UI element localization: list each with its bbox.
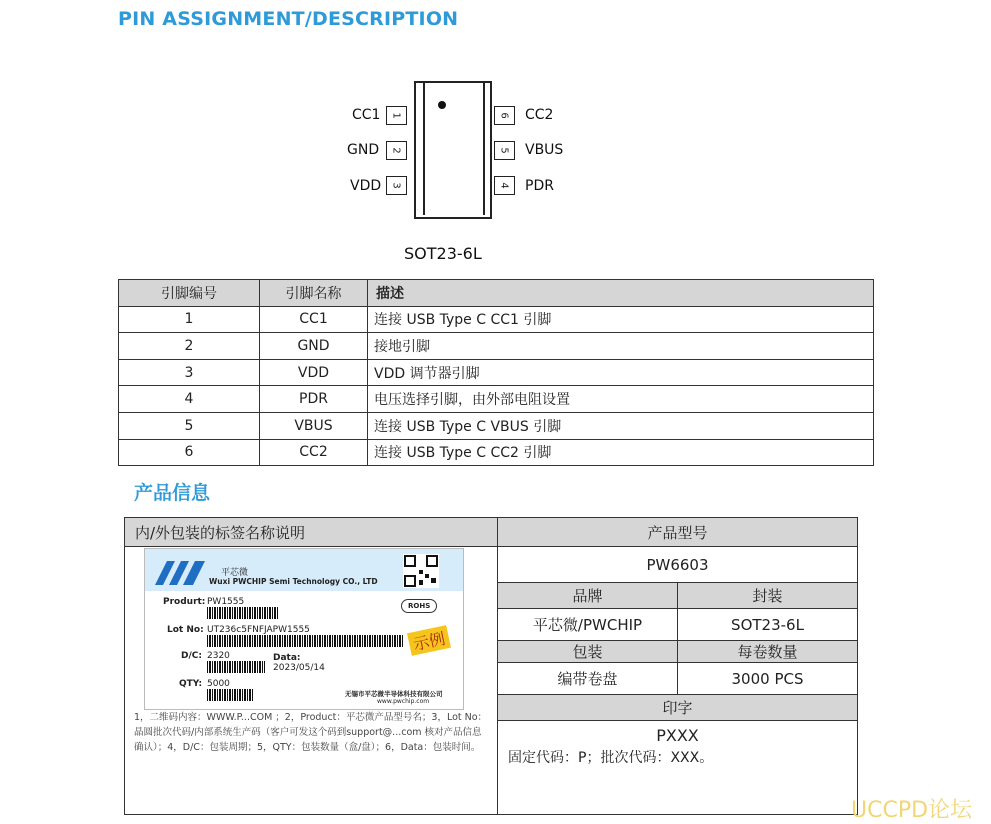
pin-box-6: [494, 106, 515, 125]
pin-box-1: [386, 106, 407, 125]
pin-label-cc2: CC2: [525, 107, 554, 123]
package-header: 封装: [677, 582, 858, 609]
table-row: [119, 306, 874, 333]
pin-number-cell: 2: [119, 333, 260, 360]
label-company: Wuxi PWCHIP Semi Technology CO., LTD: [209, 577, 378, 586]
pin-name-cell: CC1: [260, 306, 368, 333]
marking-header: 印字: [497, 694, 858, 721]
packing-header: 包装: [497, 640, 678, 663]
package-caption: SOT23-6L: [404, 244, 482, 263]
label-qty-val: 5000: [207, 679, 230, 689]
qty-header: 每卷数量: [677, 640, 858, 663]
pin-label-gnd: GND: [347, 142, 380, 158]
pin-name-cell: VBUS: [260, 412, 368, 439]
label-footer-url: www.pwchip.com: [377, 698, 430, 705]
pin-number: 1: [391, 112, 402, 119]
qr-code-icon: [403, 554, 439, 588]
marking-cell: [497, 720, 858, 815]
pin-number: 5: [499, 147, 510, 154]
table-row: [119, 359, 874, 386]
barcode: [207, 689, 253, 701]
product-info-title: 产品信息: [134, 482, 211, 504]
packing-value: 编带卷盘: [497, 662, 678, 695]
pin-desc-cell: 接地引脚: [368, 333, 874, 360]
label-data-val: 2023/05/14: [273, 663, 325, 673]
brand-header: 品牌: [497, 582, 678, 609]
pin-desc-cell: 连接 USB Type C VBUS 引脚: [368, 412, 874, 439]
watermark: UCCPD论坛: [851, 798, 973, 823]
pin-number-cell: 3: [119, 359, 260, 386]
section-title: PIN ASSIGNMENT/DESCRIPTION: [118, 8, 459, 30]
brand-value: 平芯微/PWCHIP: [497, 608, 678, 641]
label-lot-val: UT236c5FNFJAPW1555: [207, 625, 310, 635]
barcode: [207, 607, 279, 619]
pin-name-cell: PDR: [260, 386, 368, 413]
pin-label-vdd: VDD: [350, 178, 382, 194]
pin1-marker-icon: [438, 101, 446, 109]
pin-number-cell: 5: [119, 412, 260, 439]
table-row: [119, 386, 874, 413]
pin-number-cell: 1: [119, 306, 260, 333]
label-footer-cn: 无锡市平芯微半导体科技有限公司: [345, 690, 443, 698]
pin-box-4: [494, 176, 515, 195]
table-row: [119, 412, 874, 439]
header-description: 描述: [368, 280, 874, 307]
pin-number-cell: 4: [119, 386, 260, 413]
qty-value: 3000 PCS: [677, 662, 858, 695]
model-header: 产品型号: [497, 517, 858, 547]
pin-number: 4: [499, 182, 510, 189]
pin-label-cc1: CC1: [352, 107, 381, 123]
pin-number: 2: [391, 147, 402, 154]
model-value: PW6603: [497, 546, 858, 583]
sample-label-image: [144, 548, 464, 710]
table-row: [119, 333, 874, 360]
pin-number-cell: 6: [119, 439, 260, 466]
pin-box-3: [386, 176, 407, 195]
pin-name-cell: GND: [260, 333, 368, 360]
pin-name-cell: VDD: [260, 359, 368, 386]
header-pin-number: 引脚编号: [119, 280, 260, 307]
pin-label-vbus: VBUS: [525, 142, 564, 158]
header-pin-name: 引脚名称: [260, 280, 368, 307]
marking-note: 固定代码：P；批次代码：XXX。: [508, 750, 714, 766]
label-produrt-val: PW1555: [207, 597, 245, 607]
pin-table-header: [119, 280, 874, 307]
pwchip-logo-icon: [153, 557, 207, 587]
pin-name-cell: CC2: [260, 439, 368, 466]
pin-desc-cell: 连接 USB Type C CC2 引脚: [368, 439, 874, 466]
table-row: [119, 439, 874, 466]
pin-desc-cell: 电压选择引脚，由外部电阻设置: [368, 386, 874, 413]
label-brand-cn: 平芯微: [221, 568, 249, 578]
label-dc-key: D/C:: [181, 651, 202, 661]
pin-desc-cell: 连接 USB Type C CC1 引脚: [368, 306, 874, 333]
rohs-badge: ROHS: [401, 599, 437, 613]
label-data-key: Data:: [273, 653, 301, 663]
label-produrt-key: Produrt:: [163, 597, 206, 607]
label-qty-key: QTY:: [179, 679, 203, 689]
pin-box-2: [386, 141, 407, 160]
chip-body: [414, 81, 492, 219]
label-header: 内/外包装的标签名称说明: [124, 517, 498, 547]
barcode: [207, 635, 403, 647]
pin-desc-cell: VDD 调节器引脚: [368, 359, 874, 386]
label-lot-key: Lot No:: [167, 625, 204, 635]
package-value: SOT23-6L: [677, 608, 858, 641]
chip-inner: [423, 81, 485, 215]
sample-stamp: 示例: [407, 625, 451, 656]
pin-table: [118, 279, 874, 466]
pin-box-5: [494, 141, 515, 160]
pin-number: 6: [499, 112, 510, 119]
pin-number: 3: [391, 182, 402, 189]
pin-label-pdr: PDR: [525, 178, 554, 194]
label-note: 1，二维码内容：WWW.P...COM ；2，Product：平芯微产品型号名；3，Lot No：晶圆批次代码/内部系统生产码（客户可发这个码到support@...com 核对产品信息确认）；4，D/C：包装周期；5，QTY：包装数量（盒/盘）；6，Data：包装时间。: [134, 712, 488, 753]
label-dc-val: 2320: [207, 651, 230, 661]
barcode: [207, 661, 265, 673]
marking-value: PXXX: [656, 726, 699, 745]
